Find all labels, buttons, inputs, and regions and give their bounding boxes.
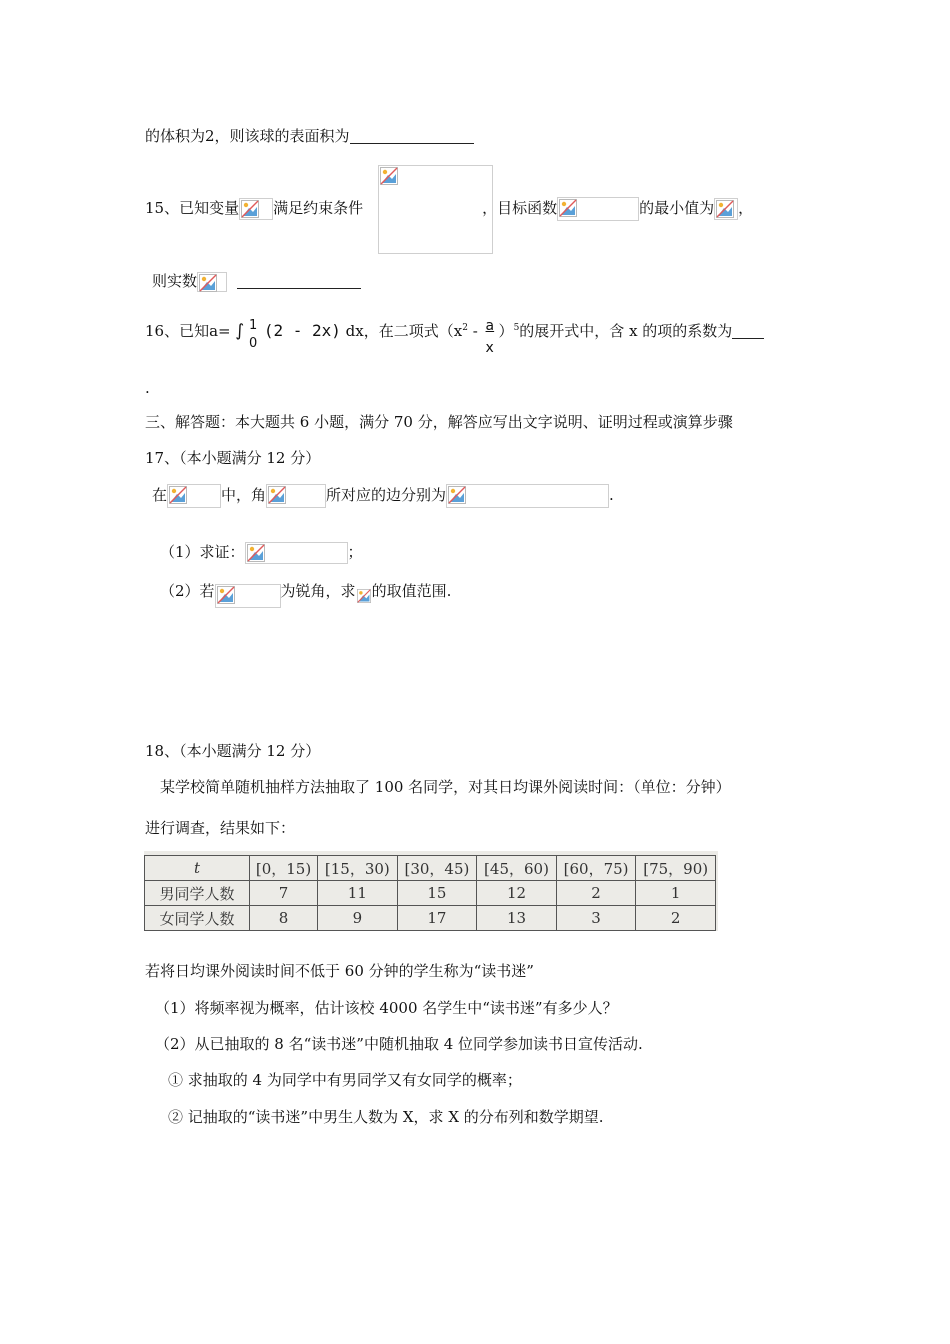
q18-definition: 若将日均课外阅读时间不低于 60 分钟的学生称为“读书迷” <box>145 962 534 980</box>
row-label: 女同学人数 <box>145 906 250 931</box>
table-header-cell: [75，90) <box>636 856 716 881</box>
q15-prefix: 15、已知变量 <box>145 199 240 217</box>
fraction-a-over-x <box>483 318 499 356</box>
q16-prefix: 16、已知a= <box>145 322 231 340</box>
q17-p1-text: （1）求证： <box>160 543 245 561</box>
broken-image-icon <box>268 486 286 504</box>
table-header-row <box>145 856 716 881</box>
q16-mid: dx，在二项式（x <box>345 322 463 340</box>
q18-sub-1: （1）将频率视为概率，估计该校 4000 名学生中“读书迷”有多少人？ <box>155 999 618 1017</box>
broken-image-icon <box>241 200 259 218</box>
q18-intro-1: 某学校简单随机抽样方法抽取了 100 名同学，对其日均课外阅读时间：（单位：分钟） <box>160 778 731 796</box>
integral-sign: ∫ <box>235 321 245 341</box>
row-label: 男同学人数 <box>145 881 250 906</box>
table-cell: 2 <box>636 906 716 931</box>
table-row <box>145 881 716 906</box>
table-header-cell: [60，75) <box>556 856 636 881</box>
fraction-numerator: a <box>485 318 495 334</box>
q18-sub-2: （2）从已抽取的 8 名“读书迷”中随机抽取 4 位同学参加读书日宣传活动. <box>155 1035 643 1053</box>
table-header-cell: [45，60) <box>477 856 557 881</box>
broken-image-icon <box>716 200 734 218</box>
q14-tail-line <box>145 126 474 146</box>
q16-tail: 的展开式中，含 x 的项的系数为 <box>519 322 733 340</box>
table-cell: 12 <box>477 881 557 906</box>
broken-image-icon <box>247 544 265 562</box>
real-number-image-placeholder <box>197 272 227 292</box>
table-header-cell: [30，45) <box>397 856 477 881</box>
answer-blank <box>732 322 764 339</box>
q15-text-2: ，目标函数 <box>482 199 558 217</box>
angles-image-placeholder <box>266 484 326 508</box>
q18-sub-2a: ① 求抽取的 4 为同学中有男同学又有女同学的概率； <box>168 1071 522 1089</box>
table-cell: 3 <box>556 906 636 931</box>
q17-text-d: . <box>609 486 614 504</box>
min-value-image-placeholder <box>714 198 738 220</box>
close-paren: ） <box>498 322 514 340</box>
triangle-image-placeholder <box>167 484 221 508</box>
broken-image-icon <box>199 274 217 292</box>
broken-image-icon <box>169 486 187 504</box>
table-cell: 9 <box>318 906 398 931</box>
broken-image-icon <box>217 586 235 604</box>
q17-title: 17、（本小题满分 12 分） <box>145 449 321 467</box>
q18-sub-2b: ② 记抽取的“读书迷”中男生人数为 X，求 X 的分布列和数学期望. <box>168 1108 604 1126</box>
table-cell: 15 <box>397 881 477 906</box>
table-cell: 17 <box>397 906 477 931</box>
lower-limit: 0 <box>249 336 258 351</box>
table-header-cell: t <box>145 856 250 881</box>
integrand: (2 - 2x) <box>263 321 341 340</box>
q16-line <box>145 318 764 356</box>
table-cell: 2 <box>556 881 636 906</box>
q17-text-b: 中，角 <box>221 486 267 504</box>
table-cell: 1 <box>636 881 716 906</box>
table-row <box>145 906 716 931</box>
table-header-cell: [0，15) <box>250 856 318 881</box>
q15-text-3: 的最小值为 <box>639 199 715 217</box>
q17-part-2 <box>160 581 451 608</box>
broken-image-icon <box>559 199 577 217</box>
q15-line-2 <box>152 271 361 292</box>
sides-image-placeholder <box>446 484 609 508</box>
q17-line-1 <box>152 484 614 508</box>
q18-intro-2: 进行调查，结果如下： <box>145 819 296 837</box>
acute-angle-image-placeholder <box>215 584 281 608</box>
upper-limit: 1 <box>249 318 258 333</box>
answer-blank <box>237 272 361 289</box>
survey-table-photo <box>144 851 718 931</box>
expression-image-placeholder <box>356 588 372 606</box>
q17-p1-end: ； <box>347 543 363 561</box>
table-cell: 13 <box>477 906 557 931</box>
objective-function-image-placeholder <box>557 197 639 221</box>
q16-period: . <box>145 379 150 397</box>
q17-text-a: 在 <box>152 486 168 504</box>
variables-image-placeholder <box>239 198 273 220</box>
q14-text: 的体积为2，则该球的表面积为 <box>145 127 350 145</box>
proof-image-placeholder <box>245 542 348 564</box>
q17-p2-text-a: （2）若 <box>160 582 215 600</box>
table-header-cell: [15，30) <box>318 856 398 881</box>
answer-blank <box>350 127 474 144</box>
survey-table <box>144 855 716 931</box>
section-3-heading: 三、解答题：本大题共 6 小题，满分 70 分，解答应写出文字说明、证明过程或演算步骤 <box>145 413 733 431</box>
q17-part-1 <box>160 542 363 564</box>
broken-image-icon <box>357 589 371 603</box>
fraction-denominator: x <box>485 340 494 356</box>
integral-limits <box>249 318 259 351</box>
q18-title: 18、（本小题满分 12 分） <box>145 742 321 760</box>
broken-image-icon <box>448 486 466 504</box>
table-cell: 11 <box>318 881 398 906</box>
table-cell: 8 <box>250 906 318 931</box>
q15-text-1: 满足约束条件 <box>273 199 364 217</box>
minus-sign: - <box>467 322 478 340</box>
q15-line <box>145 197 753 221</box>
q17-text-c: 所对应的边分别为 <box>326 486 447 504</box>
q15-line2-text: 则实数 <box>152 272 198 290</box>
broken-image-icon <box>380 167 398 185</box>
table-cell: 7 <box>250 881 318 906</box>
q15-text-4: ， <box>738 199 754 217</box>
q17-p2-text-c: 的取值范围. <box>371 582 452 600</box>
power-exponent: 5 <box>513 323 520 333</box>
q17-p2-text-b: 为锐角，求 <box>280 582 356 600</box>
square-exponent: 2 <box>462 323 468 333</box>
